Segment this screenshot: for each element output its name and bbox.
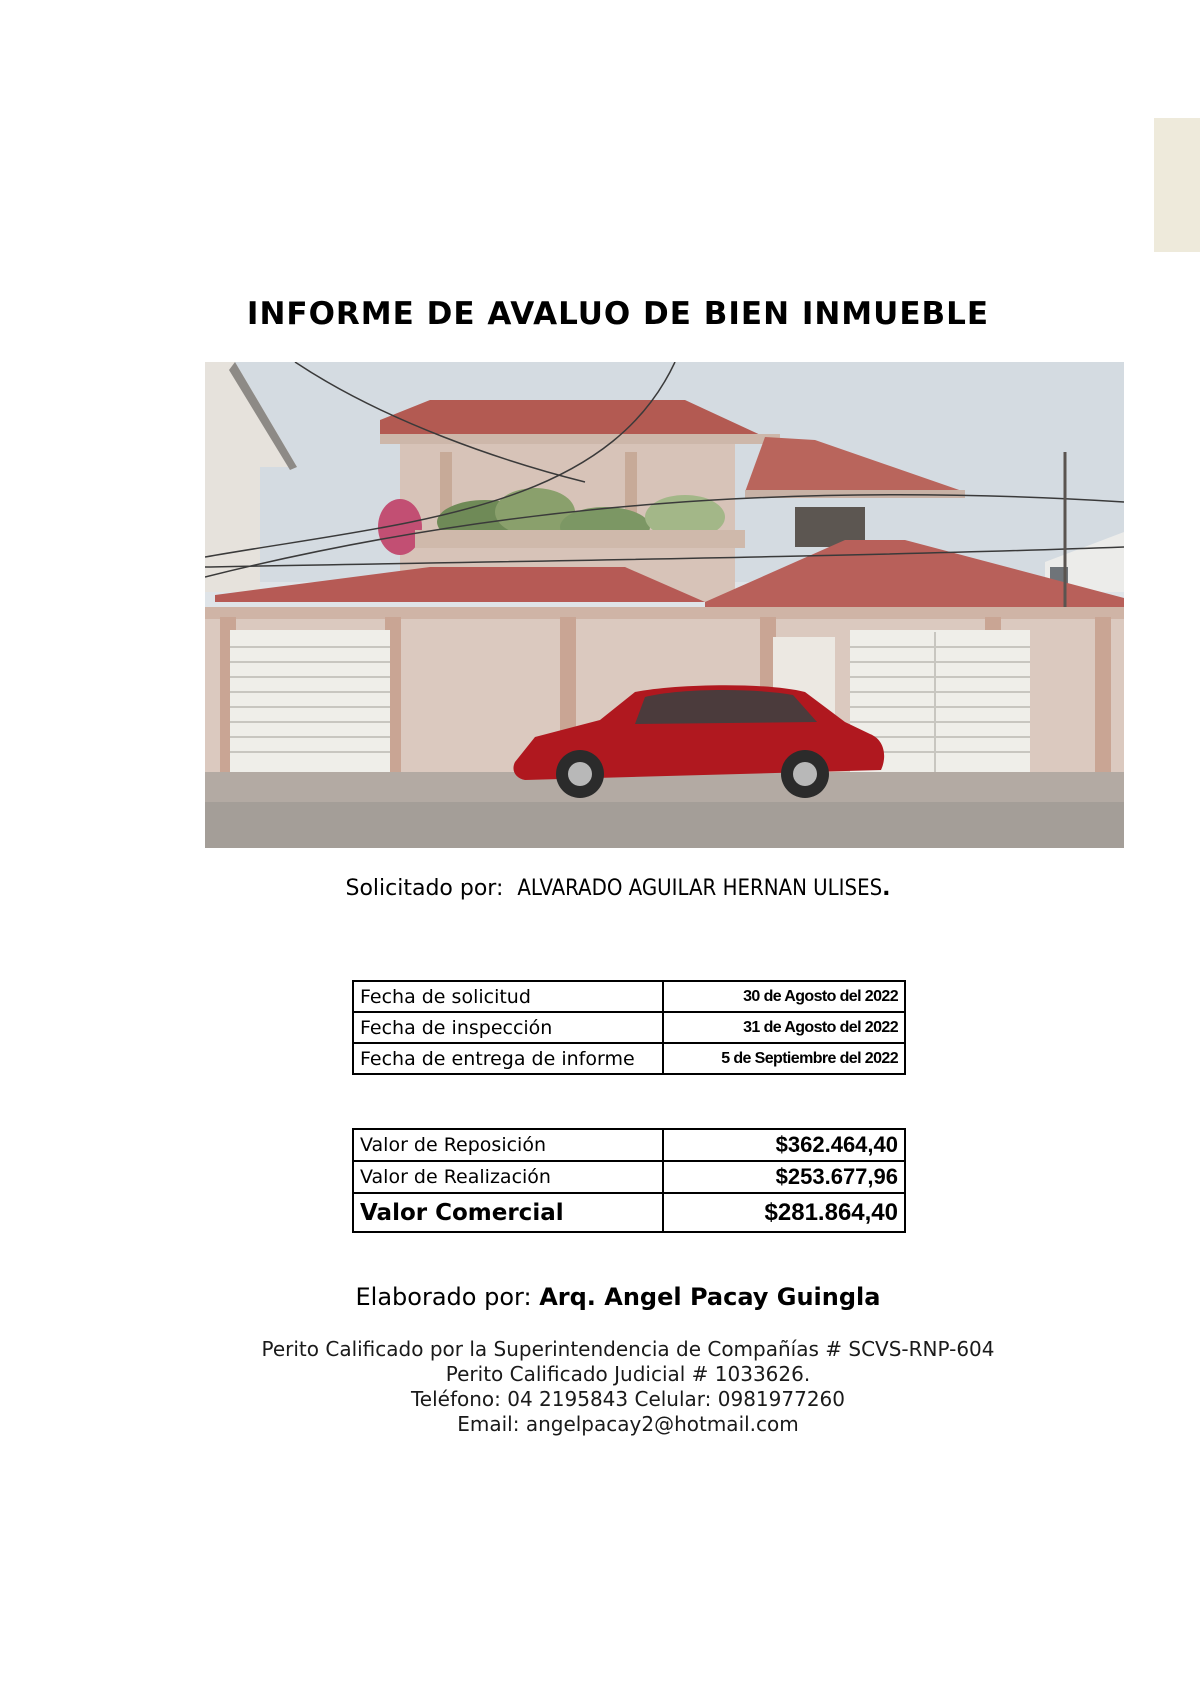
credential-line: Teléfono: 04 2195843 Celular: 0981977260 — [410, 1387, 846, 1411]
value-amount: $362.464,40 — [663, 1129, 905, 1161]
table-row — [353, 1012, 905, 1043]
author-name: Arq. Angel Pacay Guingla — [539, 1283, 881, 1311]
value-label: Valor Comercial — [353, 1193, 663, 1232]
date-label: Fecha de inspección — [353, 1012, 663, 1043]
side-tab — [1154, 118, 1200, 252]
author-label: Elaborado por: — [355, 1283, 532, 1311]
page-title: INFORME DE AVALUO DE BIEN INMUEBLE — [246, 296, 990, 332]
date-label: Fecha de entrega de informe — [353, 1043, 663, 1074]
table-row — [353, 1043, 905, 1074]
value-amount: $281.864,40 — [663, 1193, 905, 1232]
requested-by — [0, 876, 1200, 901]
table-row — [353, 981, 905, 1012]
value-amount: $253.677,96 — [663, 1161, 905, 1193]
table-row — [353, 1129, 905, 1161]
values-table — [352, 1128, 906, 1233]
requested-by-period: . — [882, 876, 891, 901]
date-value: 30 de Agosto del 2022 — [663, 981, 905, 1012]
credentials — [0, 1337, 1200, 1437]
requested-by-label: Solicitado por: — [345, 876, 504, 901]
date-label: Fecha de solicitud — [353, 981, 663, 1012]
value-label: Valor de Realización — [353, 1161, 663, 1193]
credential-line: Perito Calificado por la Superintendencia de Compañías # SCVS-RNP-604 — [261, 1337, 995, 1361]
credential-line: Email: angelpacay2@hotmail.com — [457, 1412, 799, 1436]
dates-table — [352, 980, 906, 1075]
author-line — [0, 1283, 1200, 1311]
value-label: Valor de Reposición — [353, 1129, 663, 1161]
date-value: 31 de Agosto del 2022 — [663, 1012, 905, 1043]
table-row — [353, 1161, 905, 1193]
property-photo — [205, 362, 1124, 848]
table-row — [353, 1193, 905, 1232]
date-value: 5 de Septiembre del 2022 — [663, 1043, 905, 1074]
requested-by-name: ALVARADO AGUILAR HERNAN ULISES — [517, 876, 883, 901]
credential-line: Perito Calificado Judicial # 1033626. — [445, 1362, 811, 1386]
